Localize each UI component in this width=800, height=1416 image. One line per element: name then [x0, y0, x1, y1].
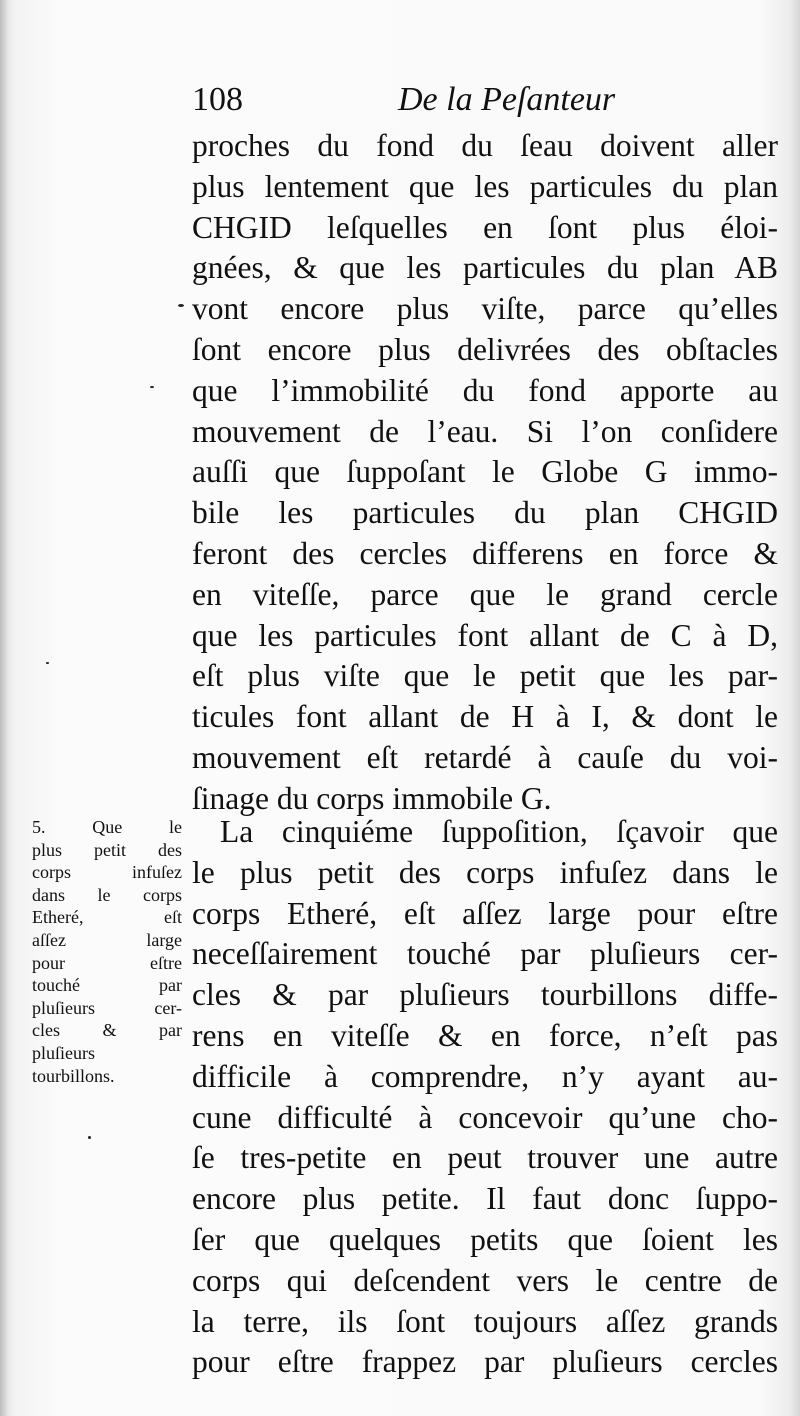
margin-note-line: Etheré, eſt	[32, 907, 182, 928]
text-line: en viteſſe, parce que le grand cercle	[192, 576, 778, 612]
page-gutter-shadow	[0, 0, 8, 1416]
margin-note-line: dans le corps	[32, 884, 182, 905]
text-line: que l’immobilité du fond apporte au	[192, 372, 778, 408]
margin-note-line: pour eſtre	[32, 952, 182, 973]
ink-speck	[46, 662, 49, 664]
text-line: ſer que quelques petits que ſoient les	[192, 1221, 778, 1257]
text-line: difficile à comprendre, n’y ayant au-	[192, 1058, 778, 1094]
paragraph-fifth-supposition	[192, 812, 778, 1383]
text-line: rens en viteſſe & en force, n’eſt pas	[192, 1017, 778, 1053]
margin-note	[32, 816, 182, 1087]
text-line: la terre, ils ſont toujours aſſez grands	[192, 1303, 778, 1339]
text-line: cles & par pluſieurs tourbillons diffe-	[192, 977, 778, 1013]
text-line: encore plus petite. Il faut donc ſuppo-	[192, 1181, 778, 1217]
margin-note-line: pluſieurs	[32, 1042, 95, 1063]
ink-speck	[178, 304, 184, 307]
text-line: pour eſtre frappez par pluſieurs cercles	[192, 1344, 778, 1380]
text-line: proches du fond du ſeau doivent aller	[192, 128, 778, 163]
margin-note-line: touché par	[32, 975, 182, 996]
text-line: vont encore plus viſte, parce qu’elles	[192, 291, 778, 327]
text-line: bile les particules du plan CHGID	[192, 495, 778, 531]
text-line: auſſi que ſuppoſant le Globe G immo-	[192, 454, 778, 490]
text-line: feront des cercles differens en force &	[192, 535, 778, 571]
margin-note-line: corps infuſez	[32, 862, 182, 883]
text-line: cune difficulté à concevoir qu’une cho-	[192, 1099, 778, 1135]
text-line: ſe tres-petite en peut trouver une autre	[192, 1140, 778, 1176]
text-line: corps Etheré, eſt aſſez large pour eſtre	[192, 895, 778, 931]
page-header	[192, 78, 632, 122]
margin-note-line: aſſez large	[32, 929, 182, 950]
text-line: ticules font allant de H à I, & dont le	[192, 699, 778, 735]
margin-note-line: 5. Que le	[32, 817, 182, 837]
text-line: eſt plus viſte que le petit que les par-	[192, 658, 778, 694]
text-line: neceſſairement touché par pluſieurs cer-	[192, 936, 778, 972]
margin-note-line: plus petit des	[32, 839, 182, 860]
ink-speck	[88, 1136, 91, 1139]
text-line: que les particules font allant de C à D,	[192, 617, 778, 653]
text-line: plus lentement que les particules du plan	[192, 168, 778, 204]
text-line: gnées, & que les particules du plan AB	[192, 250, 778, 286]
running-title: De la Peſanteur	[398, 81, 616, 118]
text-line: CHGID leſquelles en ſont plus éloi-	[192, 209, 778, 245]
margin-note-line: tourbillons.	[32, 1065, 115, 1086]
page-number: 108	[192, 81, 243, 118]
text-line: ſont encore plus delivrées des obſtacles	[192, 331, 778, 367]
paragraph-continued	[192, 126, 778, 820]
text-line: La cinquiéme ſuppoſition, ſçavoir que	[220, 814, 778, 849]
text-line: corps qui deſcendent vers le centre de	[192, 1262, 778, 1298]
text-line: ſinage du corps immobile G.	[192, 780, 552, 816]
text-line: le plus petit des corps infuſez dans le	[192, 854, 778, 890]
ink-speck	[150, 386, 154, 388]
text-line: mouvement de l’eau. Si l’on conſidere	[192, 413, 778, 449]
margin-note-line: cles & par	[32, 1020, 182, 1041]
margin-note-line: pluſieurs cer-	[32, 997, 182, 1018]
text-line: mouvement eſt retardé à cauſe du voi-	[192, 739, 778, 775]
